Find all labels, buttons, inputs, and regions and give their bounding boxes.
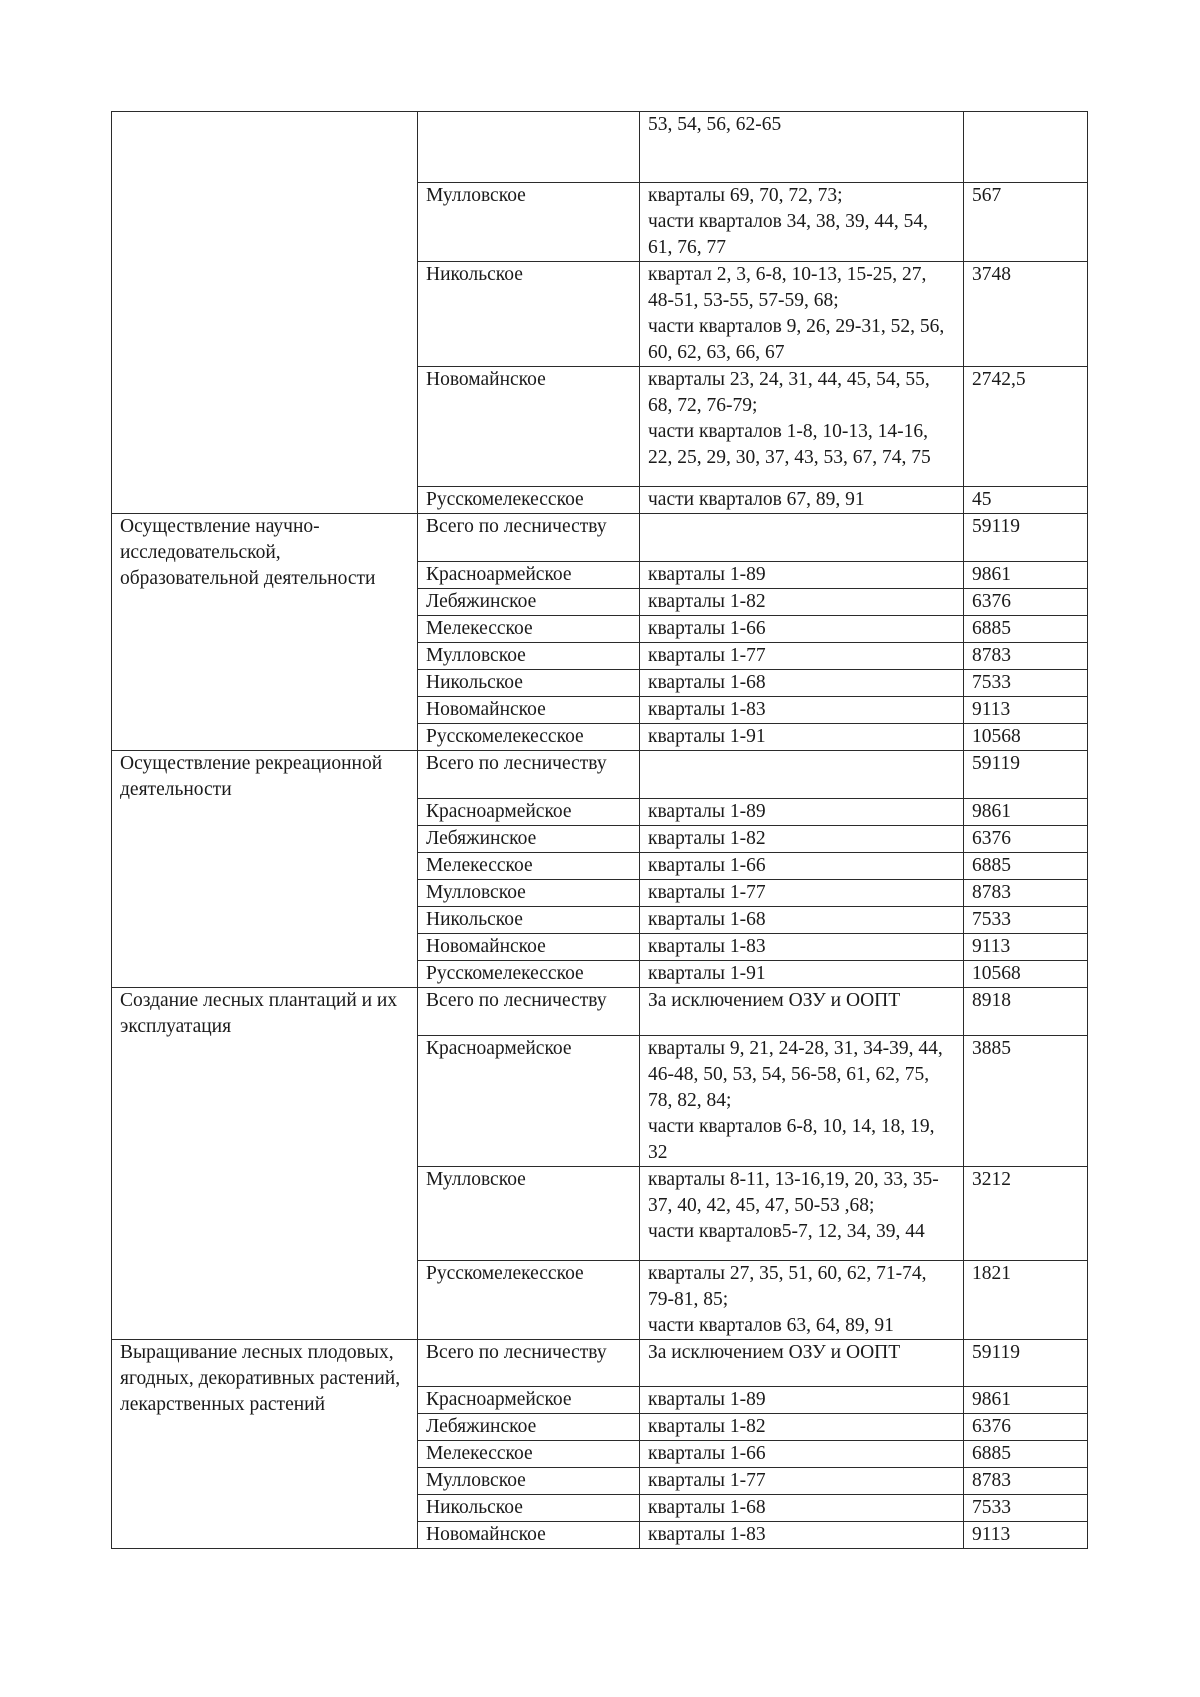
forestry-cell [418,1495,640,1522]
area-value: 59119 [972,516,1021,537]
forestry-cell [418,1340,640,1387]
quarters-cell [640,367,964,487]
quarters-cell [640,1261,964,1340]
area-value: 6885 [972,618,1011,639]
forestry-name: Мелекесское [426,618,533,639]
quarters-text: За исключением ОЗУ и ООПТ [648,990,901,1011]
quarters-text: 53, 54, 56, 62-65 [648,114,782,135]
quarters-cell [640,1441,964,1468]
forestry-cell [418,853,640,880]
quarters-cell [640,514,964,562]
forestry-cell [418,880,640,907]
forestry-name: Новомайнское [426,369,546,390]
forestry-cell [418,988,640,1036]
activity-cell [112,514,418,751]
area-value: 45 [972,489,992,510]
quarters-text: кварталы 1-83 [648,1524,766,1545]
forestry-name: Новомайнское [426,699,546,720]
area-value: 1821 [972,1263,1011,1284]
quarters-text: кварталы 1-89 [648,564,766,585]
quarters-text: кварталы 1-89 [648,801,766,822]
forestry-cell [418,1468,640,1495]
forestry-cell [418,487,640,514]
quarters-cell [640,1387,964,1414]
quarters-text: кварталы 1-82 [648,1416,766,1437]
area-cell [964,487,1088,514]
area-cell [964,961,1088,988]
quarters-cell [640,826,964,853]
area-value: 8783 [972,1470,1011,1491]
forestry-name: Русскомелекесское [426,963,584,984]
area-value: 3212 [972,1169,1011,1190]
quarters-text: кварталы 1-83 [648,936,766,957]
activity-cell [112,751,418,988]
area-cell [964,1495,1088,1522]
quarters-text: части кварталов 67, 89, 91 [648,489,865,510]
quarters-cell [640,853,964,880]
area-value: 8918 [972,990,1011,1011]
area-cell [964,1340,1088,1387]
area-cell [964,670,1088,697]
forestry-name: Всего по лесничеству [426,1342,607,1363]
area-value: 9113 [972,699,1011,720]
quarters-text: кварталы 23, 24, 31, 44, 45, 54, 55, 68, 72, 76-79; части кварталов 1-8, 10-13, 14-16, 22, 25, 29, 30, 37, 43, 53, 67, 74, 75 [648,369,931,468]
area-cell [964,751,1088,799]
forestry-name: Мулловское [426,882,526,903]
area-value: 7533 [972,909,1011,930]
area-value: 6885 [972,855,1011,876]
area-cell [964,262,1088,367]
forestry-cell [418,826,640,853]
forestry-cell [418,367,640,487]
quarters-cell [640,724,964,751]
quarters-cell [640,643,964,670]
quarters-cell [640,934,964,961]
forestry-name: Красноармейское [426,564,572,585]
quarters-cell [640,1414,964,1441]
forestry-name: Всего по лесничеству [426,753,607,774]
forestry-cell [418,907,640,934]
area-value: 59119 [972,753,1021,774]
area-value: 9861 [972,1389,1011,1410]
forestry-name: Мулловское [426,1169,526,1190]
area-value: 9113 [972,1524,1011,1545]
quarters-cell [640,907,964,934]
forestry-cell [418,799,640,826]
quarters-text: кварталы 27, 35, 51, 60, 62, 71-74, 79-81, 85; части кварталов 63, 64, 89, 91 [648,1263,927,1336]
quarters-cell [640,1340,964,1387]
forestry-name: Мулловское [426,185,526,206]
area-cell [964,934,1088,961]
forestry-cell [418,514,640,562]
quarters-text: кварталы 1-77 [648,645,766,666]
quarters-cell [640,988,964,1036]
table-row [112,751,1088,799]
quarters-cell [640,1167,964,1261]
forestry-cell [418,934,640,961]
activity-cell [112,1340,418,1549]
forestry-cell [418,589,640,616]
table-row [112,1340,1088,1387]
forestry-cell [418,1441,640,1468]
quarters-text: кварталы 1-83 [648,699,766,720]
area-cell [964,880,1088,907]
table-body [112,112,1088,1549]
area-cell [964,1387,1088,1414]
forestry-name: Никольское [426,264,523,285]
quarters-text: кварталы 1-66 [648,1443,766,1464]
area-cell [964,799,1088,826]
area-value: 6376 [972,1416,1011,1437]
activity-label: Создание лесных плантаций и их эксплуатация [120,990,398,1037]
quarters-cell [640,799,964,826]
forestry-name: Новомайнское [426,936,546,957]
area-cell [964,1522,1088,1549]
area-cell [964,643,1088,670]
table-row [112,988,1088,1036]
forestry-name: Никольское [426,909,523,930]
quarters-cell [640,262,964,367]
quarters-text: кварталы 1-91 [648,726,766,747]
area-value: 6376 [972,828,1011,849]
area-value: 8783 [972,645,1011,666]
area-value: 2742,5 [972,369,1026,390]
forestry-name: Мелекесское [426,855,533,876]
area-cell [964,1167,1088,1261]
forestry-name: Красноармейское [426,1038,572,1059]
forestry-cell [418,1261,640,1340]
area-cell [964,853,1088,880]
forestry-cell [418,262,640,367]
quarters-text: кварталы 1-82 [648,828,766,849]
forestry-name: Мелекесское [426,1443,533,1464]
quarters-text: квартал 2, 3, 6-8, 10-13, 15-25, 27, 48-51, 53-55, 57-59, 68; части кварталов 9, 26, 29-31, 52, 56, 60, 62, 63, 66, 67 [648,264,945,363]
forestry-name: Красноармейское [426,801,572,822]
activity-label: Осуществление рекреационной деятельности [120,753,383,800]
quarters-cell [640,751,964,799]
quarters-text: кварталы 1-68 [648,1497,766,1518]
quarters-cell [640,1468,964,1495]
area-cell [964,1468,1088,1495]
area-value: 10568 [972,726,1021,747]
forestry-name: Лебяжинское [426,591,537,612]
area-value: 3748 [972,264,1011,285]
quarters-cell [640,112,964,183]
area-cell [964,907,1088,934]
forestry-cell [418,724,640,751]
area-value: 7533 [972,672,1011,693]
area-value: 9861 [972,801,1011,822]
quarters-text: кварталы 1-82 [648,591,766,612]
forestry-cell [418,1167,640,1261]
forestry-cell [418,112,640,183]
quarters-text: кварталы 1-66 [648,855,766,876]
area-value: 567 [972,185,1002,206]
forestry-cell [418,1036,640,1167]
forestry-cell [418,697,640,724]
quarters-text: кварталы 69, 70, 72, 73; части кварталов 34, 38, 39, 44, 54, 61, 76, 77 [648,185,929,258]
forestry-name: Лебяжинское [426,1416,537,1437]
forestry-name: Мулловское [426,645,526,666]
area-value: 9861 [972,564,1011,585]
activity-cell [112,112,418,514]
area-cell [964,616,1088,643]
forestry-name: Мулловское [426,1470,526,1491]
area-cell [964,112,1088,183]
area-value: 3885 [972,1038,1011,1059]
forestry-name: Всего по лесничеству [426,990,607,1011]
area-cell [964,724,1088,751]
area-value: 6376 [972,591,1011,612]
forestry-name: Новомайнское [426,1524,546,1545]
quarters-text: кварталы 1-66 [648,618,766,639]
quarters-cell [640,961,964,988]
activity-cell [112,988,418,1340]
area-cell [964,562,1088,589]
quarters-cell [640,1522,964,1549]
table-row [112,112,1088,183]
forestry-cell [418,1387,640,1414]
area-value: 9113 [972,936,1011,957]
quarters-cell [640,697,964,724]
forestry-name: Русскомелекесское [426,1263,584,1284]
quarters-text: За исключением ОЗУ и ООПТ [648,1342,901,1363]
forestry-cell [418,670,640,697]
forestry-name: Русскомелекесское [426,726,584,747]
forestry-name: Лебяжинское [426,828,537,849]
quarters-text: кварталы 8-11, 13-16,19, 20, 33, 35-37, 40, 42, 45, 47, 50-53 ,68; части кварталов5-7, 12, 34, 39, 44 [648,1169,939,1242]
quarters-text: кварталы 1-91 [648,963,766,984]
area-cell [964,1414,1088,1441]
quarters-cell [640,1036,964,1167]
area-cell [964,1036,1088,1167]
forestry-name: Красноармейское [426,1389,572,1410]
area-cell [964,988,1088,1036]
quarters-text: кварталы 1-68 [648,672,766,693]
forestry-cell [418,1414,640,1441]
area-value: 59119 [972,1342,1021,1363]
quarters-cell [640,670,964,697]
forestry-cell [418,616,640,643]
table-row [112,514,1088,562]
quarters-cell [640,183,964,262]
area-value: 7533 [972,1497,1011,1518]
forestry-cell [418,1522,640,1549]
forestry-cell [418,751,640,799]
quarters-text: кварталы 1-68 [648,909,766,930]
area-cell [964,1441,1088,1468]
area-cell [964,514,1088,562]
quarters-cell [640,1495,964,1522]
quarters-cell [640,880,964,907]
area-cell [964,697,1088,724]
forest-use-table [111,111,1088,1549]
quarters-cell [640,487,964,514]
area-value: 6885 [972,1443,1011,1464]
quarters-text: кварталы 1-77 [648,1470,766,1491]
area-value: 8783 [972,882,1011,903]
quarters-text: кварталы 1-89 [648,1389,766,1410]
quarters-cell [640,562,964,589]
forestry-cell [418,562,640,589]
area-cell [964,826,1088,853]
area-cell [964,1261,1088,1340]
forestry-name: Никольское [426,672,523,693]
quarters-text: кварталы 9, 21, 24-28, 31, 34-39, 44, 46-48, 50, 53, 54, 56-58, 61, 62, 75, 78, 82, 84; части кварталов 6-8, 10, 14, 18, 19, 32 [648,1038,943,1163]
quarters-cell [640,616,964,643]
forestry-cell [418,183,640,262]
forestry-name: Всего по лесничеству [426,516,607,537]
area-cell [964,183,1088,262]
activity-label: Выращивание лесных плодовых, ягодных, декоративных растений, лекарственных растений [120,1342,401,1415]
forestry-cell [418,643,640,670]
area-value: 10568 [972,963,1021,984]
activity-label: Осуществление научно-исследовательской, образовательной деятельности [120,516,376,589]
quarters-text: кварталы 1-77 [648,882,766,903]
area-cell [964,367,1088,487]
quarters-cell [640,589,964,616]
area-cell [964,589,1088,616]
forestry-cell [418,961,640,988]
forestry-name: Никольское [426,1497,523,1518]
forestry-name: Русскомелекесское [426,489,584,510]
